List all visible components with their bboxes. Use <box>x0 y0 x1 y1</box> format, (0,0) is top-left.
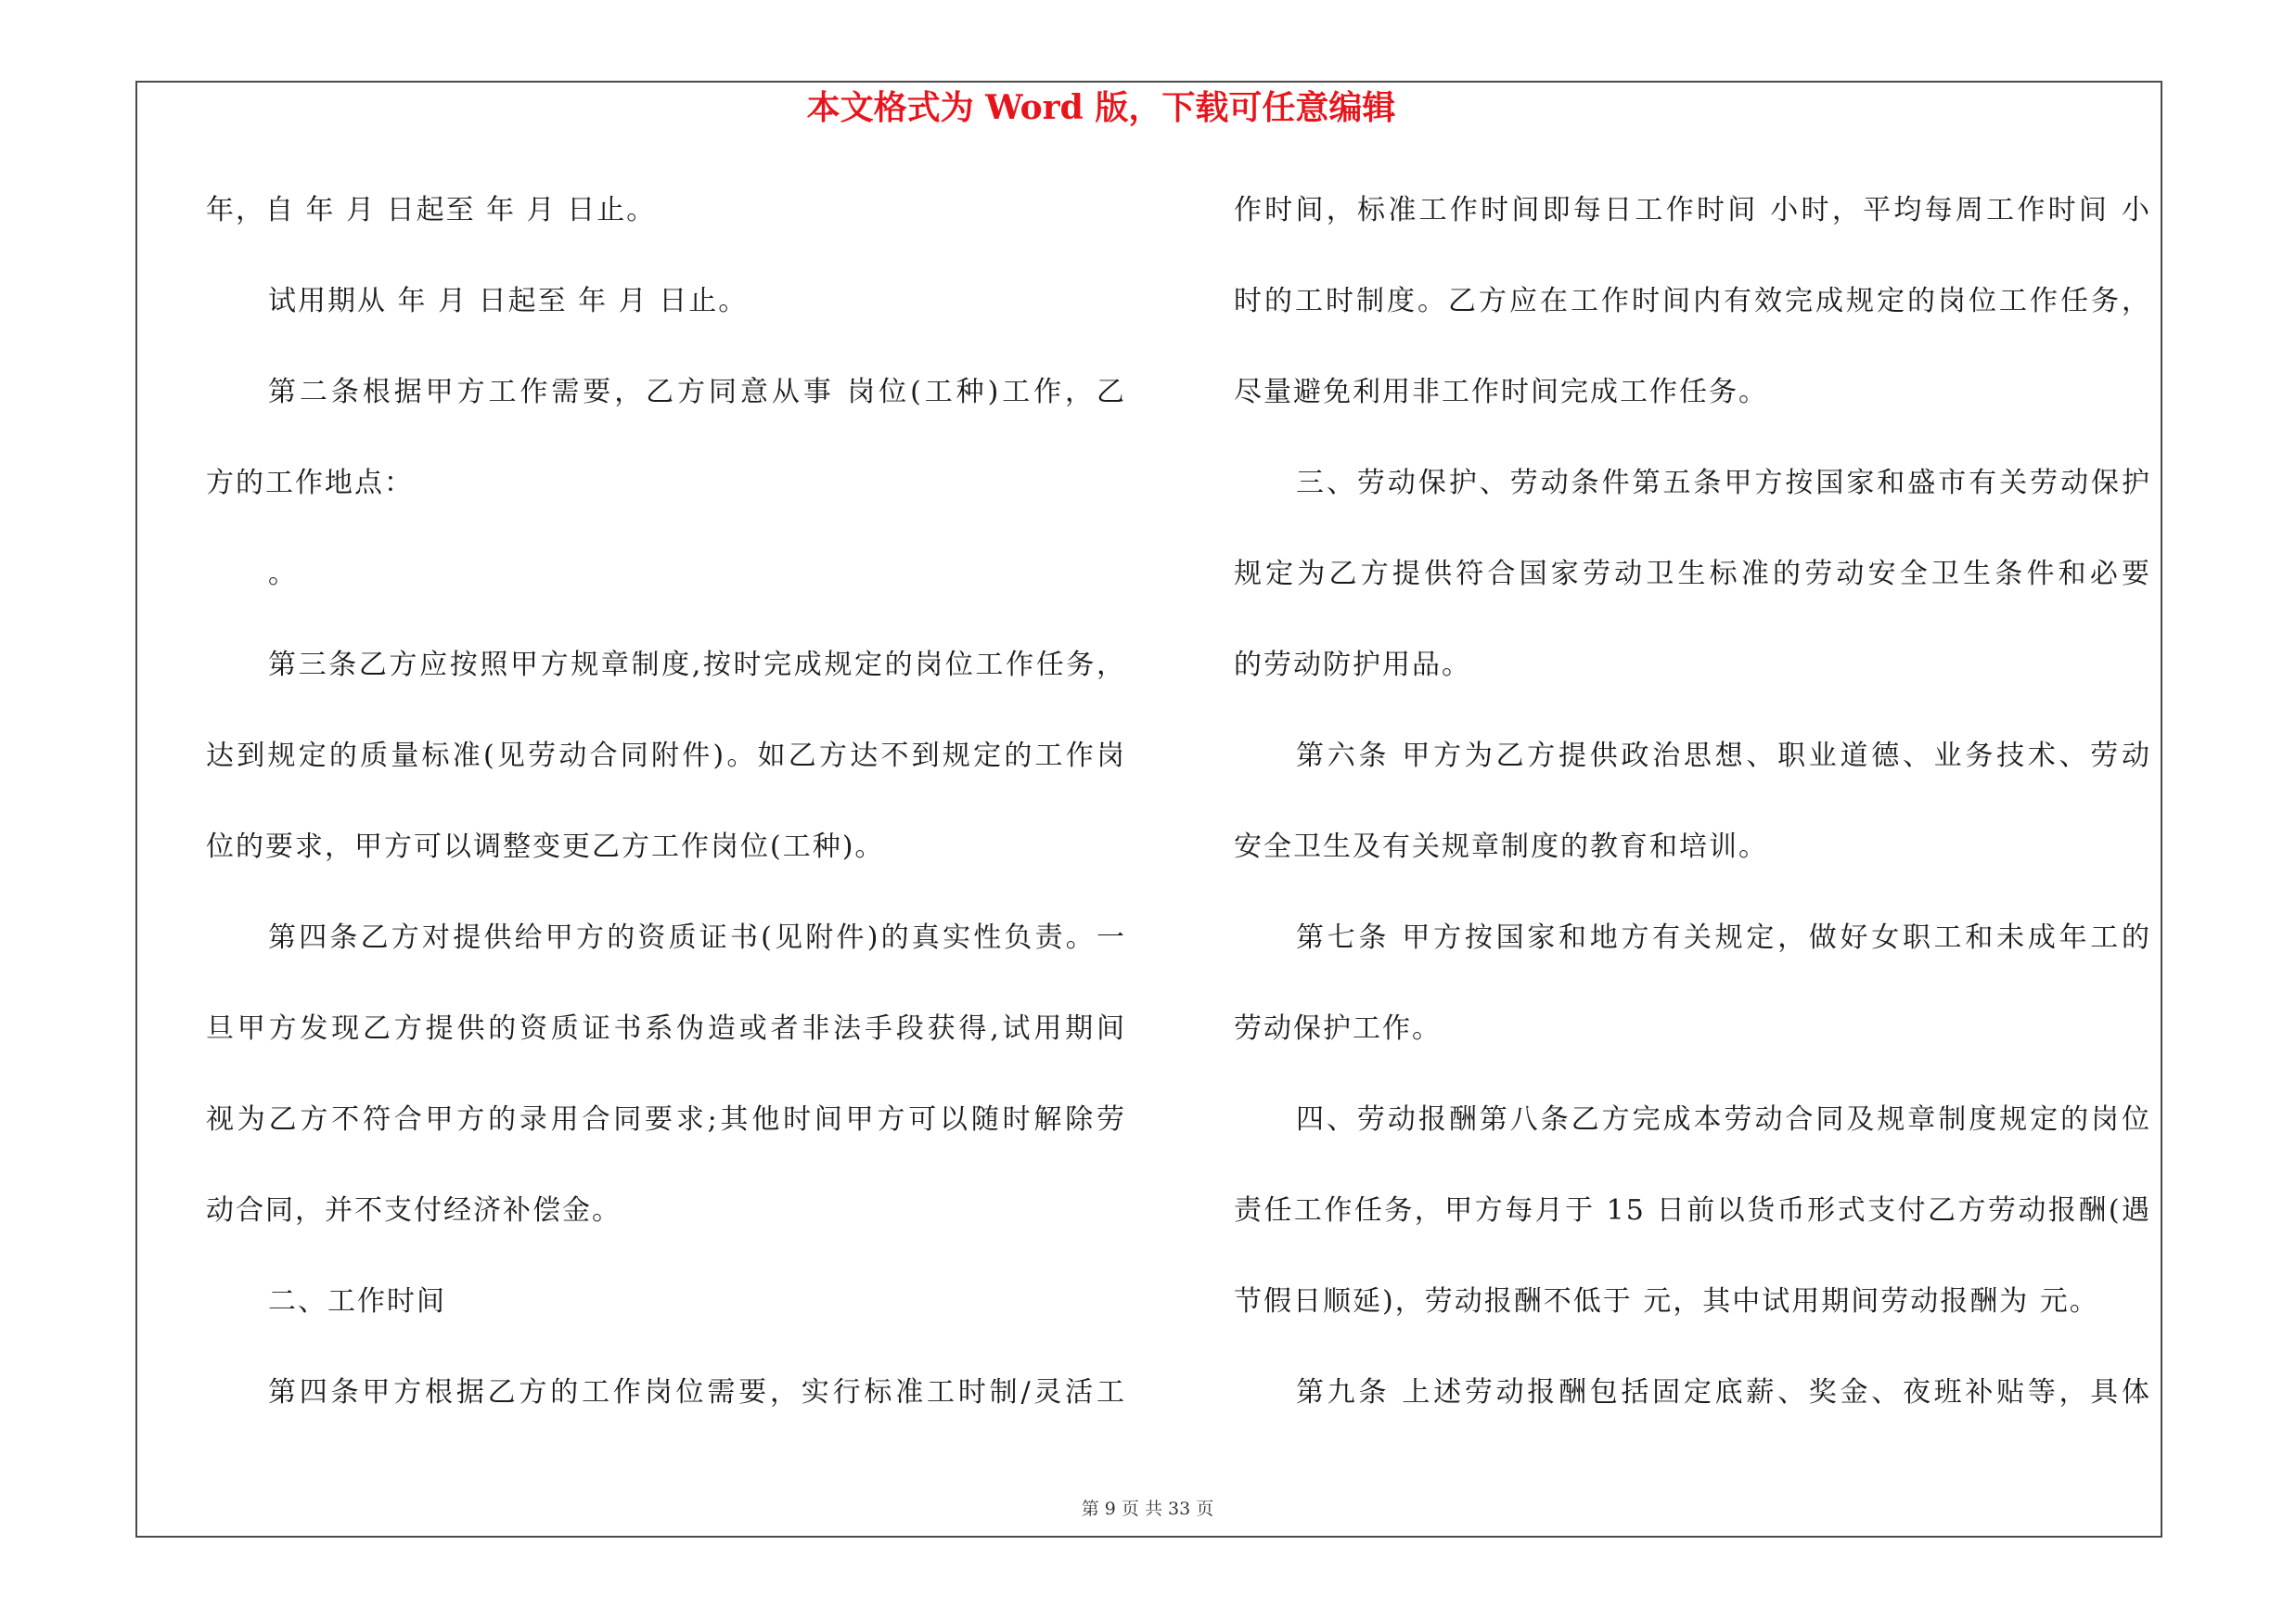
text-line: 动合同，并不支付经济补偿金。 <box>206 1194 622 1227</box>
text-line: 试用期从 年 月 日起至 年 月 日止。 <box>268 285 749 317</box>
text-line: 年，自 年 月 日起至 年 月 日止。 <box>206 194 657 226</box>
text-line: 劳动保护工作。 <box>1234 1012 1442 1045</box>
text-line: 位的要求，甲方可以调整变更乙方工作岗位(工种)。 <box>206 831 885 863</box>
text-line: 达到规定的质量标准(见劳动合同附件)。如乙方达不到规定的工作岗 <box>206 740 1126 772</box>
format-banner: 本文格式为 Word 版，下载可任意编辑 <box>806 88 1396 127</box>
text-line: 的劳动防护用品。 <box>1234 649 1471 681</box>
text-line: 尽量避免利用非工作时间完成工作任务。 <box>1234 376 1768 408</box>
text-line: 旦甲方发现乙方提供的资质证书系伪造或者非法手段获得,试用期间 <box>206 1012 1126 1045</box>
text-line: 第三条乙方应按照甲方规章制度,按时完成规定的岗位工作任务， <box>268 649 1126 681</box>
text-line: 视为乙方不符合甲方的录用合同要求;其他时间甲方可以随时解除劳 <box>206 1103 1126 1136</box>
text-line: 第七条 甲方按国家和地方有关规定，做好女职工和未成年工的 <box>1296 921 2151 954</box>
text-line: 第九条 上述劳动报酬包括固定底薪、奖金、夜班补贴等，具体 <box>1296 1376 2151 1409</box>
text-line: 第四条乙方对提供给甲方的资质证书(见附件)的真实性负责。一 <box>268 921 1126 954</box>
text-line: 安全卫生及有关规章制度的教育和培训。 <box>1234 831 1768 863</box>
text-line: 第四条甲方根据乙方的工作岗位需要，实行标准工时制/灵活工 <box>268 1376 1126 1409</box>
section-heading: 二、工作时间 <box>268 1285 446 1318</box>
text-line: 责任工作任务，甲方每月于 15 日前以货币形式支付乙方劳动报酬(遇 <box>1234 1194 2151 1227</box>
left-column <box>206 165 1126 1438</box>
text-line: 第二条根据甲方工作需要，乙方同意从事 岗位(工种)工作，乙 <box>268 376 1126 408</box>
text-line: 时的工时制度。乙方应在工作时间内有效完成规定的岗位工作任务， <box>1234 285 2151 317</box>
text-line: 。 <box>268 558 298 590</box>
text-line: 第六条 甲方为乙方提供政治思想、职业道德、业务技术、劳动 <box>1296 740 2151 772</box>
text-line: 节假日顺延)，劳动报酬不低于 元，其中试用期间劳动报酬为 元。 <box>1234 1285 2099 1318</box>
text-line: 方的工作地点： <box>206 467 414 499</box>
text-line: 规定为乙方提供符合国家劳动卫生标准的劳动安全卫生条件和必要 <box>1234 558 2151 590</box>
text-line: 作时间，标准工作时间即每日工作时间 小时，平均每周工作时间 小 <box>1234 194 2151 226</box>
page-number: 第 9 页 共 33 页 <box>1081 1499 1214 1519</box>
text-line: 四、劳动报酬第八条乙方完成本劳动合同及规章制度规定的岗位 <box>1296 1103 2151 1136</box>
right-column <box>1234 165 2151 1438</box>
text-line: 三、劳动保护、劳动条件第五条甲方按国家和盛市有关劳动保护 <box>1296 467 2151 499</box>
